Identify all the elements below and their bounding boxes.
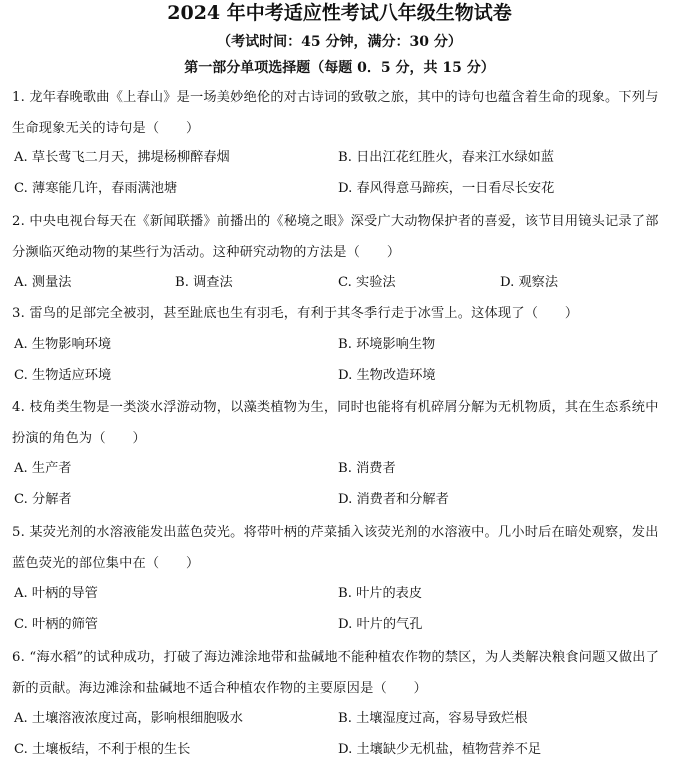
question-5-option-b: B. 叶片的表皮 [338,586,423,601]
question-4-option-c: C. 分解者 [14,492,72,507]
question-3-option-c: C. 生物适应环境 [14,368,112,383]
question-5-option-a: A. 叶柄的导管 [14,586,98,601]
question-5-stem: 5. 某荧光剂的水溶液能发出蓝色荧光。将带叶柄的芹菜插入该荧光剂的水溶液中。几小时后在暗处观察，发出蓝色荧光的部位集中在（ ） [12,525,659,571]
question-2-option-a: A. 测量法 [14,275,72,290]
question-3-option-a: A. 生物影响环境 [14,337,112,352]
question-1-option-a: A. 草长莺飞二月天，拂堤杨柳醉春烟 [14,150,230,165]
question-5-option-d: D. 叶片的气孔 [338,617,423,632]
question-6-stem: 6. “海水稻”的试种成功，打破了海边滩涂地带和盐碱地不能种植农作物的禁区，为人类解决粮食问题又做出了新的贡献。海边滩涂和盐碱地不适合种植农作物的主要原因是（ ） [12,650,660,696]
section-heading: 第一部分单项选择题（每题 0．5 分，共 15 分） [184,60,495,76]
question-1-option-b: B. 日出江花红胜火，春来江水绿如蓝 [338,150,554,165]
question-4-option-d: D. 消费者和分解者 [338,492,449,507]
question-1-option-c: C. 薄寒能几许，春雨满池塘 [14,181,178,196]
exam-title: 2024 年中考适应性考试八年级生物试卷 [167,2,512,24]
question-6-option-a: A. 土壤溶液浓度过高，影响根细胞吸水 [14,711,243,726]
question-3-option-d: D. 生物改造环境 [338,368,436,383]
question-2-option-c: C. 实验法 [338,275,396,290]
question-4-option-a: A. 生产者 [14,461,72,476]
question-5-option-c: C. 叶柄的筛管 [14,617,98,632]
exam-time-info: （考试时间：45 分钟，满分：30 分） [217,34,462,50]
question-4-stem: 4. 枝角类生物是一类淡水浮游动物，以藻类植物为生，同时也能将有机碎屑分解为无机物质，其在生态系统中扮演的角色为（ ） [12,400,659,446]
question-6-option-c: C. 土壤板结，不利于根的生长 [14,742,191,757]
question-3-option-b: B. 环境影响生物 [338,337,436,352]
question-1-stem: 1. 龙年春晚歌曲《上春山》是一场美妙绝伦的对古诗词的致敬之旅，其中的诗句也蕴含着生命的现象。下列与生命现象无关的诗句是（ ） [12,90,659,136]
question-6-option-d: D. 土壤缺少无机盐，植物营养不足 [338,742,542,757]
question-2-stem: 2. 中央电视台每天在《新闻联播》前播出的《秘境之眼》深受广大动物保护者的喜爱，该节目用镜头记录了部分濒临灭绝动物的某些行为活动。这种研究动物的方法是（ ） [12,214,659,260]
question-3-stem: 3. 雷鸟的足部完全被羽，甚至趾底也生有羽毛，有利于其冬季行走于冰雪上。这体现了（ ） [12,306,579,321]
question-2-option-b: B. 调查法 [175,275,233,290]
question-4-option-b: B. 消费者 [338,461,396,476]
question-1-option-d: D. 春风得意马蹄疾，一日看尽长安花 [338,181,555,196]
question-6-option-b: B. 土壤湿度过高，容易导致烂根 [338,711,528,726]
question-2-option-d: D. 观察法 [500,275,559,290]
